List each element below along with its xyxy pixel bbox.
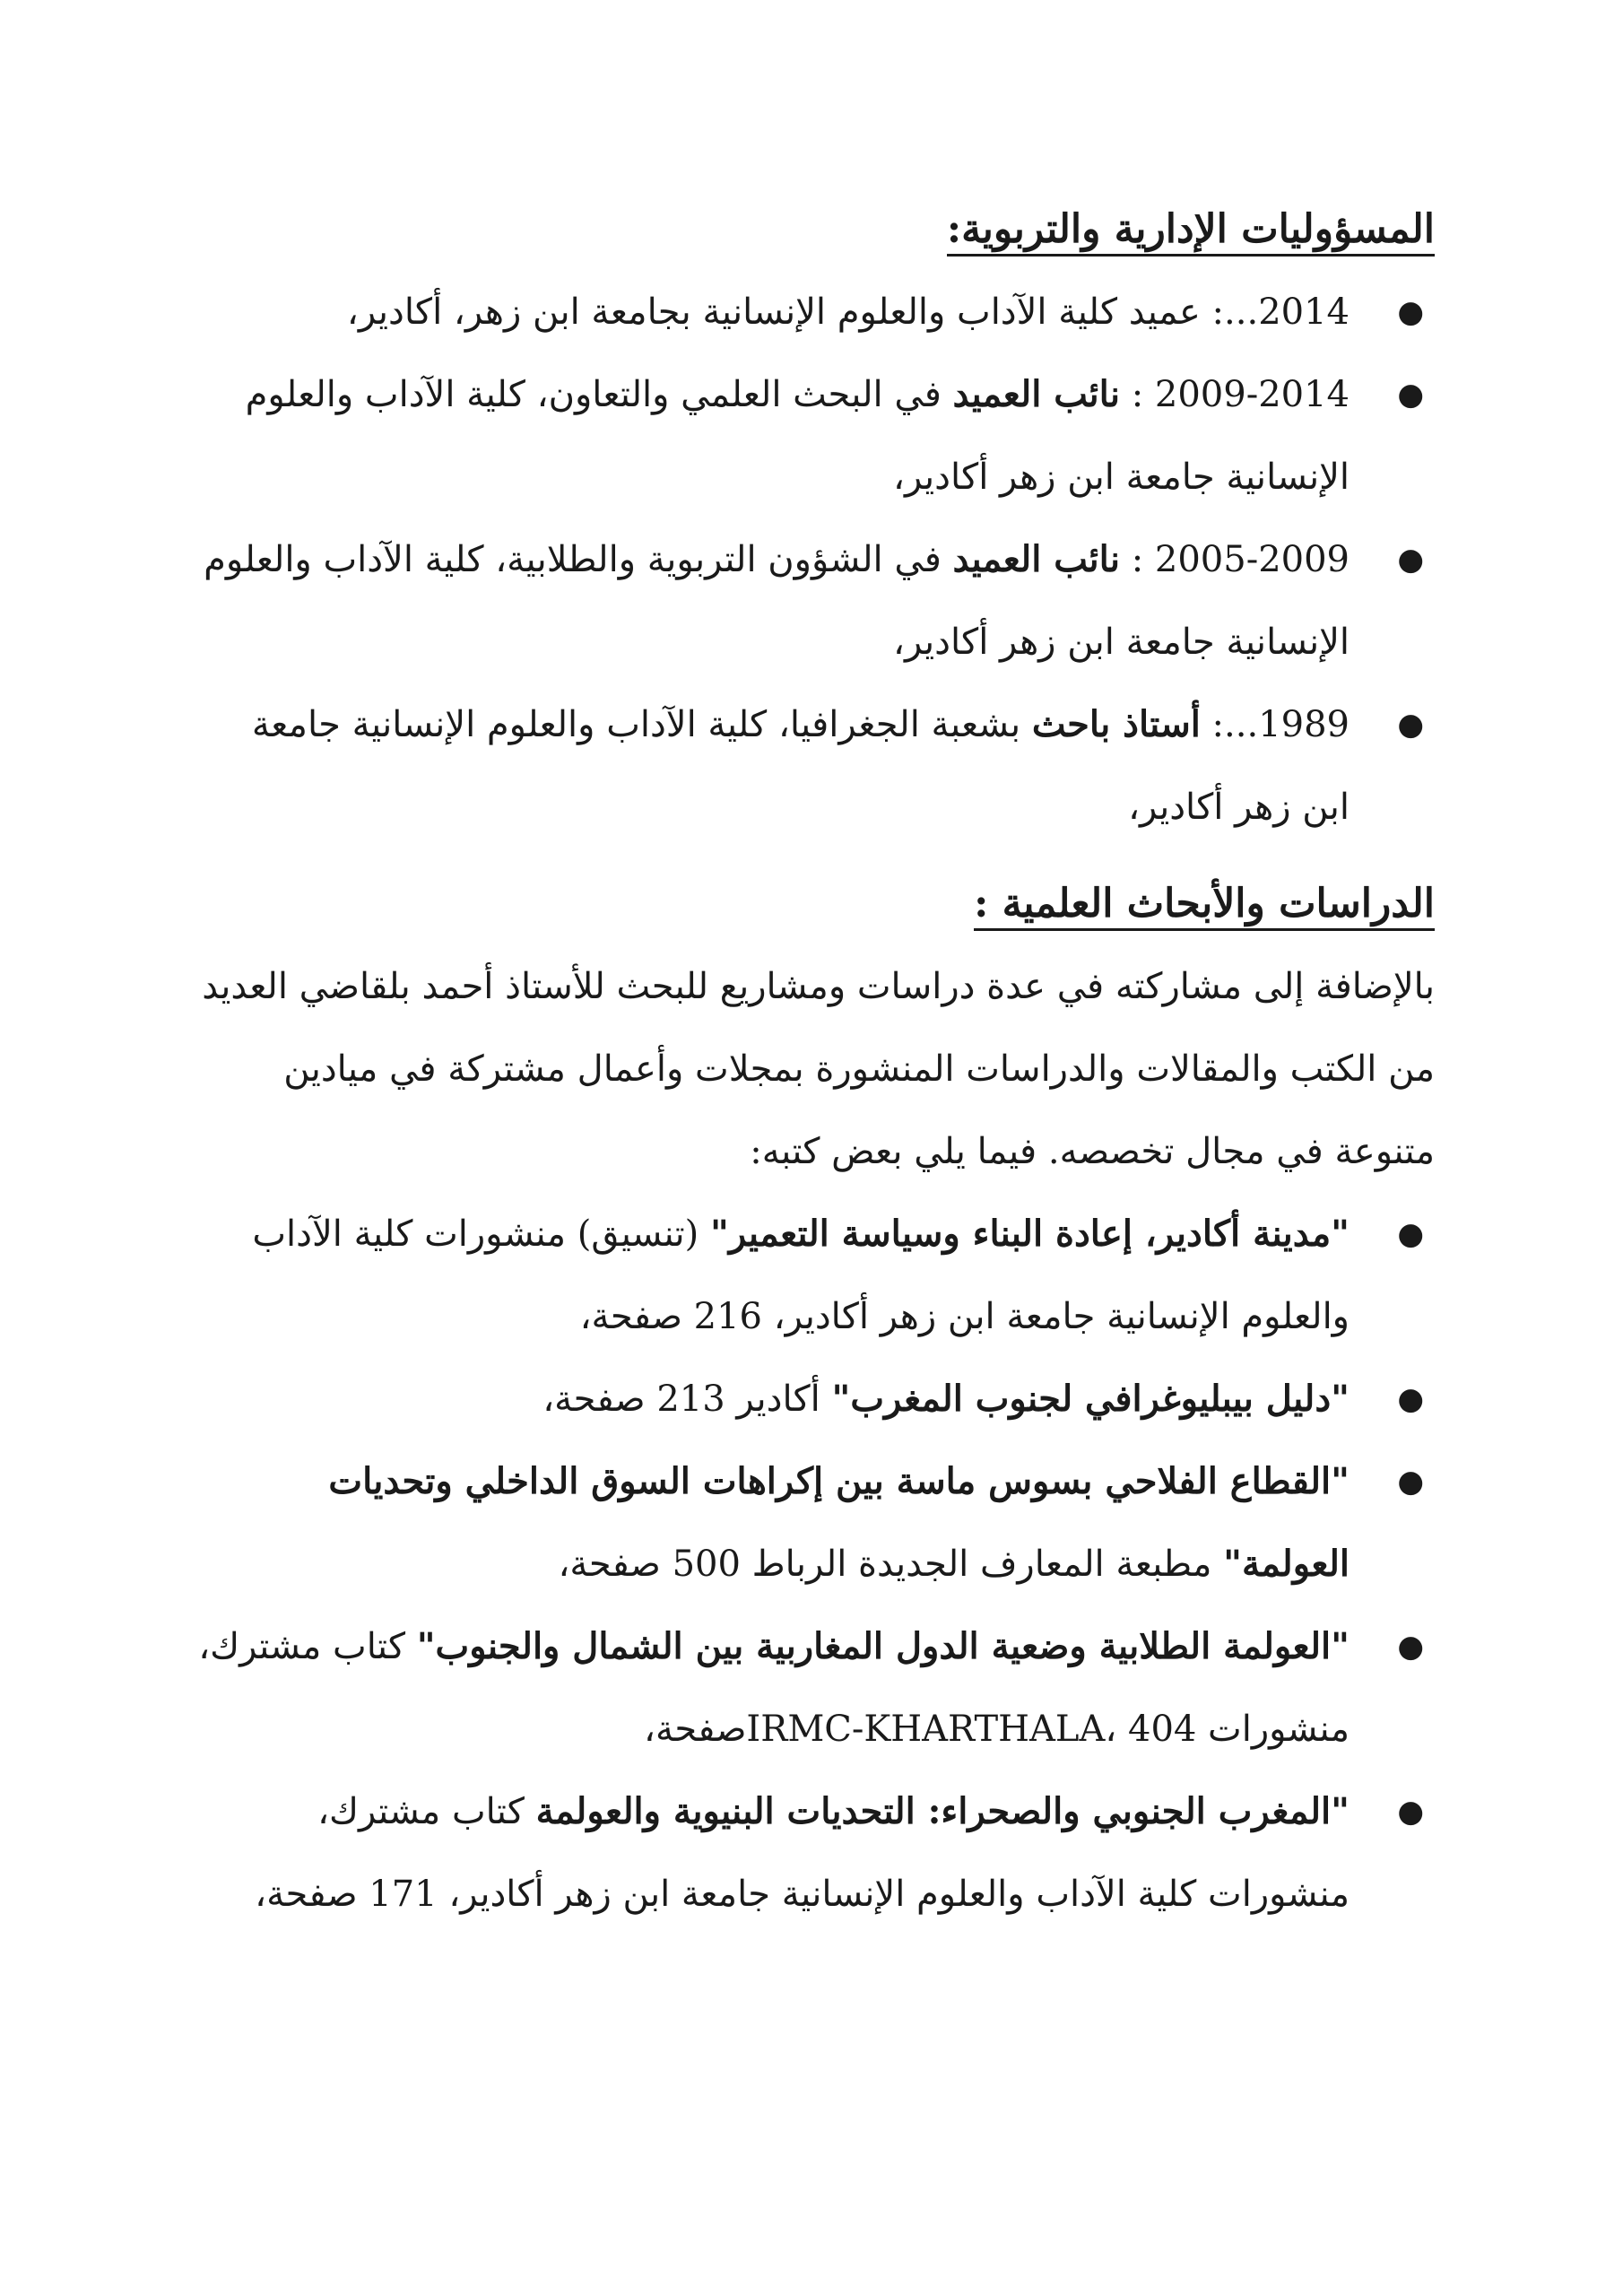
bullet-icon: ● xyxy=(1397,1381,1424,1417)
bullet-icon: ● xyxy=(1397,1464,1424,1500)
book-details: كتاب مشترك، منشورات كلية الآداب والعلوم الإنسانية جامعة ابن زهر أكادير، 171 صفحة، xyxy=(255,1791,1350,1915)
list-item: ● 1989...: أستاذ باحث بشعبة الجغرافيا، كلية الآداب والعلوم الإنسانية جامعة ابن زهر أكادير، xyxy=(197,683,1435,848)
book-details: أكادير 213 صفحة، xyxy=(542,1378,832,1420)
list-item xyxy=(197,1358,1435,1440)
book-title: "دليل بيبليوغرافي لجنوب المغرب" xyxy=(831,1378,1350,1420)
books-list xyxy=(197,1193,1435,1935)
list-item: ● 2014...: عميد كلية الآداب والعلوم الإنسانية بجامعة ابن زهر، أكادير، xyxy=(197,271,1435,353)
document-content xyxy=(197,188,1435,1935)
book-details: مطبعة المعارف الجديدة الرباط 500 صفحة، xyxy=(558,1544,1224,1585)
item-date: 1989... xyxy=(1224,704,1350,745)
bullet-icon: ● xyxy=(1397,707,1424,743)
item-role: نائب العميد xyxy=(952,373,1120,415)
book-details: كتاب مشترك، منشورات IRMC-KHARTHALA، 404صفحة، xyxy=(198,1626,1350,1750)
research-intro: بالإضافة إلى مشاركته في عدة دراسات ومشاريع للبحث للأستاذ أحمد بلقاضي العديد من الكتب والمقالات والدراسات المنشورة بمجلات وأعمال مشتركة في ميادين متنوعة في مجال تخصصه. فيما يلي بعض كتبه: xyxy=(202,966,1435,1172)
item-text: في البحث العلمي والتعاون، كلية الآداب والعلوم الإنسانية جامعة ابن زهر أكادير، xyxy=(245,374,1350,498)
list-item xyxy=(197,1440,1435,1605)
bullet-icon: ● xyxy=(1397,1629,1424,1665)
bullet-icon: ● xyxy=(1397,377,1424,413)
item-text: بشعبة الجغرافيا، كلية الآداب والعلوم الإنسانية جامعة ابن زهر أكادير، xyxy=(251,704,1350,828)
book-title: "العولمة الطلابية وضعية الدول المغاربية بين الشمال والجنوب" xyxy=(416,1625,1350,1667)
bullet-icon: ● xyxy=(1397,294,1424,330)
bullet-icon: ● xyxy=(1397,1794,1424,1830)
list-item xyxy=(197,1193,1435,1358)
section-heading-admin: المسؤوليات الإدارية والتربوية: xyxy=(197,188,1435,271)
admin-list xyxy=(197,271,1435,848)
item-role: أستاذ باحث xyxy=(1031,703,1201,745)
item-role: نائب العميد xyxy=(952,538,1120,580)
bullet-icon: ● xyxy=(1397,1216,1424,1252)
section-heading-research: الدراسات والأبحاث العلمية : xyxy=(197,863,1435,945)
item-text: في الشؤون التربوية والطلابية، كلية الآداب والعلوم الإنسانية جامعة ابن زهر أكادير، xyxy=(204,539,1350,663)
book-title: "المغرب الجنوبي والصحراء: التحديات البنيوية والعولمة xyxy=(535,1790,1350,1832)
item-date: 2005-2009 xyxy=(1154,539,1350,580)
item-date: 2014... xyxy=(1224,291,1350,333)
list-item: ● 2005-2009 : نائب العميد في الشؤون التربوية والطلابية، كلية الآداب والعلوم الإنسانية جامعة ابن زهر أكادير، xyxy=(197,518,1435,683)
list-item xyxy=(197,1605,1435,1770)
book-title: "مدينة أكادير، إعادة البناء وسياسة التعمير" xyxy=(709,1213,1350,1255)
item-date: 2009-2014 xyxy=(1154,374,1350,415)
list-item: ● 2009-2014 : نائب العميد في البحث العلمي والتعاون، كلية الآداب والعلوم الإنسانية جامعة ابن زهر أكادير، xyxy=(197,353,1435,518)
list-item xyxy=(197,1770,1435,1935)
bullet-icon: ● xyxy=(1397,542,1424,578)
book-title: "القطاع الفلاحي بسوس ماسة بين إكراهات السوق الداخلي وتحديات العولمة" xyxy=(328,1460,1350,1585)
item-text: عميد كلية الآداب والعلوم الإنسانية بجامعة ابن زهر، أكادير، xyxy=(346,291,1201,333)
book-details: (تنسيق) منشورات كلية الآداب والعلوم الإنسانية جامعة ابن زهر أكادير، 216 صفحة، xyxy=(252,1213,1350,1337)
